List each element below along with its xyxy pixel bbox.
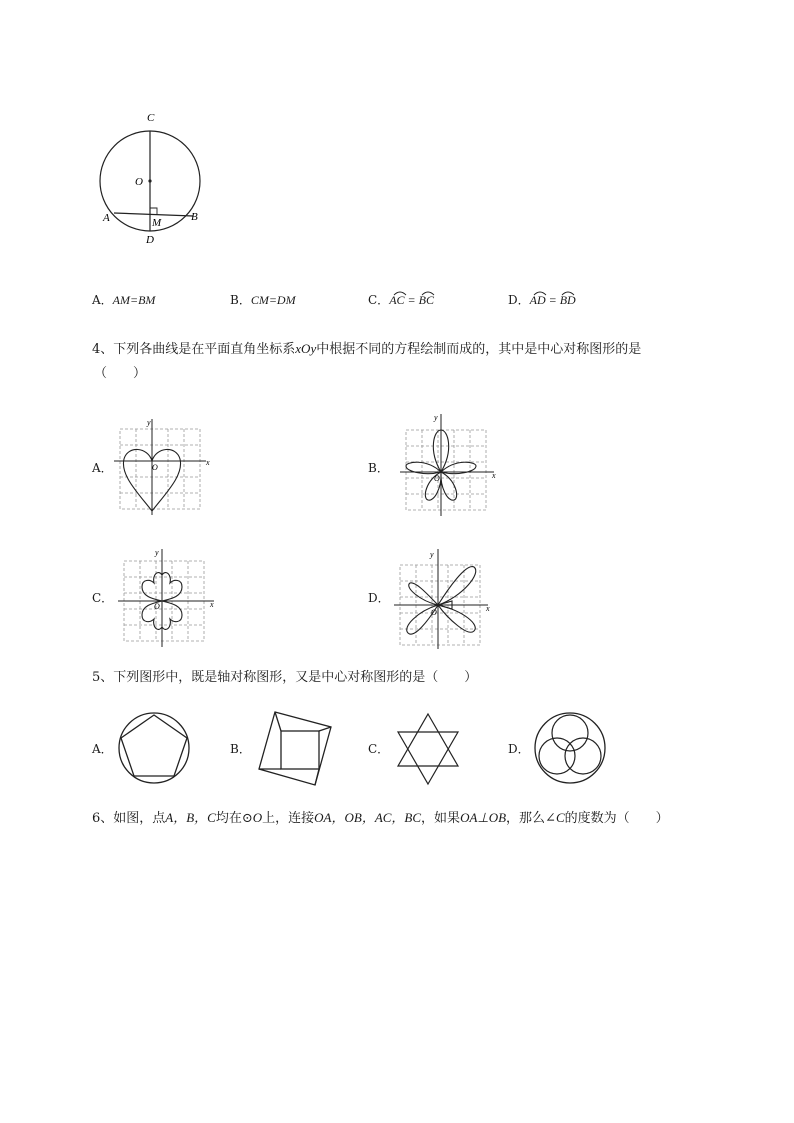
q4-option-a[interactable]: A． xyxy=(92,461,113,475)
q6-stem-seg: OA，OB，AC，BC xyxy=(314,810,422,825)
origin-label: O xyxy=(152,463,158,472)
q5-option-a[interactable]: A． xyxy=(92,742,113,756)
label-b: B xyxy=(191,211,198,223)
q4-stem-var: xOy xyxy=(295,341,317,356)
axis-x-label: x xyxy=(492,471,496,480)
q6-stem-6: 的度数为（ ） xyxy=(564,811,669,826)
q4-graph-d-diagonal xyxy=(392,545,496,650)
q6-stem-o: O xyxy=(252,810,263,825)
q3-circle-figure xyxy=(90,105,220,250)
q4-stem-before: 4、下列各曲线是在平面直角坐标系 xyxy=(92,342,296,357)
q4-option-b[interactable]: B． xyxy=(368,461,389,475)
q3-option-c[interactable] xyxy=(368,292,434,308)
q6-stem-1: 6、如图，点 xyxy=(92,811,166,826)
chord-ab xyxy=(114,213,193,216)
axis-y-label: y xyxy=(147,418,151,427)
axis-x-label: x xyxy=(206,458,210,467)
q5-shape-c-star xyxy=(394,712,462,786)
q5-shape-a-pentagon xyxy=(117,711,191,785)
q5-shape-b-squares xyxy=(255,709,335,789)
q3-option-b[interactable] xyxy=(230,292,296,308)
arc-mark-d xyxy=(532,289,592,297)
origin-label: O xyxy=(431,608,437,617)
origin-label: O xyxy=(154,602,160,611)
center-dot xyxy=(148,179,151,182)
q6-stem-3: 上，连接 xyxy=(262,811,315,826)
label-m: M xyxy=(152,217,162,229)
q4-graph-b-petals xyxy=(398,410,500,520)
option-d-prefix: D． xyxy=(508,293,530,307)
q6-stem xyxy=(92,809,669,828)
q5-stem: 5、下列图形中，既是轴对称图形，又是中心对称图形的是（ ） xyxy=(92,670,478,685)
axis-y-label: y xyxy=(430,550,434,559)
q6-stem-2: 均在⊙ xyxy=(215,811,253,826)
label-o: O xyxy=(135,176,143,188)
q4-stem-after: 中根据不同的方程绘制而成的，其中是中心对称图形的是 xyxy=(316,342,642,357)
option-b-text: CM=DM xyxy=(250,293,296,307)
option-c-prefix: C． xyxy=(368,293,390,307)
label-d: D xyxy=(146,234,154,246)
q6-stem-pts: A，B，C xyxy=(165,810,216,825)
option-a-text: AM=BM xyxy=(112,293,156,307)
label-c: C xyxy=(147,112,155,124)
origin-label: O xyxy=(434,474,440,483)
q4-stem-line1 xyxy=(92,340,641,359)
q3-option-a[interactable] xyxy=(92,292,155,308)
axis-y-label: y xyxy=(155,548,159,557)
option-b-prefix: B． xyxy=(230,293,251,307)
q4-graph-c-leaves xyxy=(114,545,220,650)
q4-stem-line2: （ ） xyxy=(94,366,147,381)
option-c-text: AC = BC xyxy=(389,293,434,307)
q4-option-d[interactable]: D． xyxy=(368,591,390,605)
q6-stem-5: ，那么∠ xyxy=(506,811,556,826)
q3-option-d[interactable] xyxy=(508,292,576,308)
q5-option-c[interactable]: C． xyxy=(368,742,390,756)
option-a-prefix: A． xyxy=(92,293,113,307)
q5-option-d[interactable]: D． xyxy=(508,742,530,756)
q5-option-b[interactable]: B． xyxy=(230,742,251,756)
q5-shape-d-trefoil xyxy=(533,711,607,785)
label-a: A xyxy=(103,212,110,224)
arc-mark-c xyxy=(392,289,452,297)
q6-stem-c: C xyxy=(555,810,565,825)
q6-stem-perp: OA⊥OB xyxy=(460,810,507,825)
axis-y-label: y xyxy=(434,413,438,422)
axis-x-label: x xyxy=(486,604,490,613)
q4-option-c[interactable]: C． xyxy=(92,591,114,605)
option-d-text: AD = BD xyxy=(529,293,576,307)
q4-graph-a-heart xyxy=(112,415,212,517)
q6-stem-4: ，如果 xyxy=(421,811,461,826)
axis-x-label: x xyxy=(210,600,214,609)
